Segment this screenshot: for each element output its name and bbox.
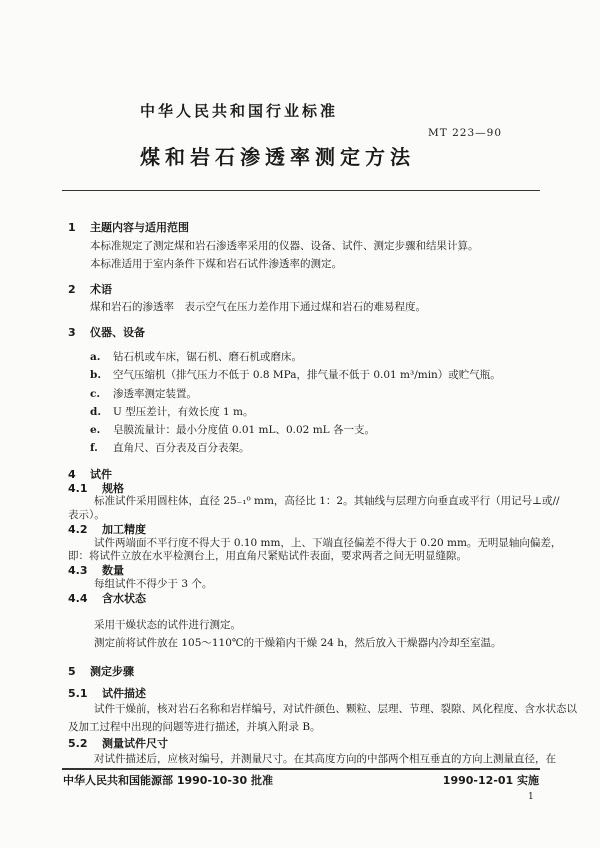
list-text: 渗透率测定装置。 — [113, 388, 197, 400]
list-marker: c. — [90, 388, 101, 400]
subsection-5-2-heading — [68, 738, 168, 749]
paragraph-line: 测定前将试件放在 105～110℃的干燥箱内干燥 24 h，然后放入干燥器内冷却至室温。 — [94, 637, 502, 649]
subsection-title: 试件描述 — [102, 687, 146, 700]
paragraph-line: 对试件描述后，应核对编号，并测量尺寸。在其高度方向的中部两个相互垂直的方向上测量直径，在 — [94, 753, 556, 765]
list-item — [90, 443, 250, 454]
standard-code: MT 223—90 — [428, 127, 502, 139]
subsection-4-1-heading — [68, 483, 124, 494]
paragraph-line: 标准试件采用圆柱体，直径 25₋₁⁰ mm，高径比 1：2。其轴线与层理方向垂直或平行（用记号⊥或// — [94, 495, 560, 507]
paragraph-line: 试件干燥前，核对岩石名称和岩样编号，对试件颜色、颗粒、层理、节理、裂隙、风化程度、含水状态以 — [94, 703, 577, 715]
subsection-number: 5.1 — [68, 687, 88, 700]
subsection-4-2-heading — [68, 524, 146, 535]
paragraph-line: 表示）。 — [68, 509, 105, 521]
list-marker: d. — [90, 406, 101, 418]
section-number: 2 — [68, 283, 76, 296]
subsection-number: 4.3 — [68, 564, 88, 577]
section-number: 4 — [68, 468, 76, 481]
paragraph-line: 本标准规定了测定煤和岩石渗透率采用的仪器、设备、试件、测定步骤和结果计算。 — [90, 240, 479, 252]
subsection-number: 4.4 — [68, 592, 88, 605]
page-number: 1 — [528, 792, 534, 802]
header-rule — [62, 190, 540, 191]
document-title: 煤和岩石渗透率测定方法 — [140, 145, 415, 169]
subsection-number: 4.2 — [68, 523, 88, 536]
section-title: 试件 — [90, 468, 112, 481]
subsection-title: 数量 — [102, 564, 124, 577]
section-3-heading — [68, 327, 145, 338]
section-title: 仪器、设备 — [90, 326, 145, 339]
section-4-heading — [68, 469, 112, 480]
list-item — [90, 425, 375, 436]
list-item — [90, 407, 254, 418]
paragraph-line: 每组试件不得少于 3 个。 — [94, 578, 213, 590]
approval-note: 中华人民共和国能源部 1990-10-30 批准 — [63, 774, 274, 787]
list-text: 皂膜流量计：最小分度值 0.01 mL、0.02 mL 各一支。 — [113, 424, 375, 436]
subsection-number: 5.2 — [68, 737, 88, 750]
list-item — [90, 389, 197, 400]
section-number: 5 — [68, 665, 76, 678]
section-1-heading — [68, 222, 189, 233]
paragraph-line: 试件两端面不平行度不得大于 0.10 mm，上、下端直径偏差不得大于 0.20 mm。无明显轴向偏差， — [94, 537, 562, 549]
list-marker: a. — [90, 351, 101, 363]
list-text: 直角尺、百分表及百分表架。 — [113, 442, 250, 454]
list-marker: b. — [90, 369, 101, 381]
paragraph-line: 本标准适用于室内条件下煤和岩石试件渗透率的测定。 — [90, 258, 342, 270]
paragraph-line: 即：将试件立放在水平检测台上，用直角尺紧贴试件表面，要求两者之间无明显缝隙。 — [68, 550, 467, 562]
section-number: 3 — [68, 326, 76, 339]
org-title: 中华人民共和国行业标准 — [140, 102, 339, 120]
list-text: U 型压差计，有效长度 1 m。 — [113, 406, 254, 418]
section-2-heading — [68, 284, 112, 295]
list-item — [90, 370, 501, 381]
section-5-heading — [68, 666, 134, 677]
paragraph-line: 及加工过程中出现的问题等进行描述，并填入附录 B。 — [68, 721, 321, 733]
subsection-number: 4.1 — [68, 482, 88, 495]
subsection-title: 测量试件尺寸 — [102, 737, 168, 750]
section-title: 主题内容与适用范围 — [90, 221, 189, 234]
effective-date: 1990-12-01 实施 — [442, 774, 539, 787]
list-item — [90, 352, 302, 363]
section-title: 测定步骤 — [90, 665, 134, 678]
subsection-4-4-heading — [68, 593, 146, 604]
list-text: 钻石机或车床，锯石机、磨石机或磨床。 — [113, 351, 302, 363]
list-text: 空气压缩机（排气压力不低于 0.8 MPa，排气量不低于 0.01 m³/min）或贮气瓶。 — [113, 369, 501, 381]
subsection-title: 加工精度 — [102, 523, 146, 536]
paragraph-line: 煤和岩石的渗透率 表示空气在压力差作用下通过煤和岩石的难易程度。 — [90, 301, 426, 313]
list-marker: f. — [90, 442, 98, 454]
paragraph-line: 采用干燥状态的试件进行测定。 — [94, 619, 241, 631]
subsection-title: 规格 — [102, 482, 124, 495]
list-marker: e. — [90, 424, 101, 436]
subsection-4-3-heading — [68, 565, 124, 576]
subsection-title: 含水状态 — [102, 592, 146, 605]
section-number: 1 — [68, 221, 76, 234]
section-title: 术语 — [90, 283, 112, 296]
footer-rule — [62, 768, 540, 770]
subsection-5-1-heading — [68, 688, 146, 699]
